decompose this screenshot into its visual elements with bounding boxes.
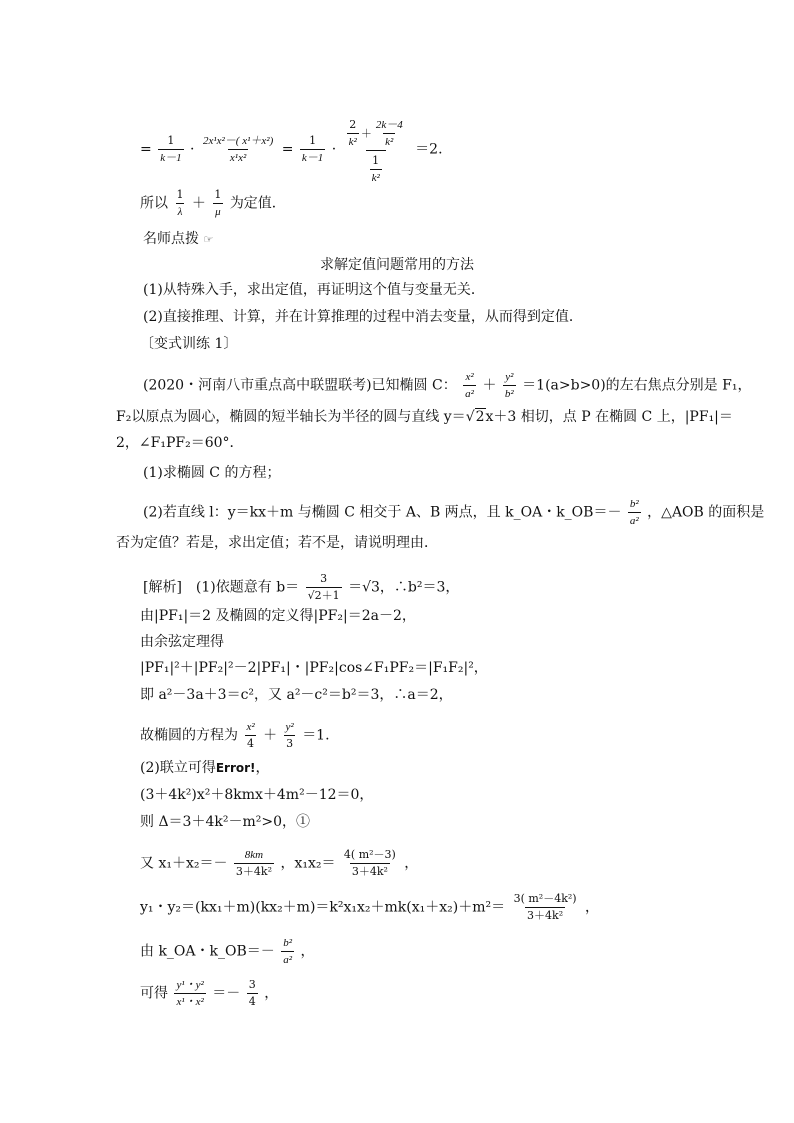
fraction	[174, 978, 205, 1009]
text: =	[281, 141, 294, 158]
numerator: 1	[372, 154, 380, 167]
numerator: 3	[248, 978, 256, 991]
text: ＝－	[212, 985, 241, 1002]
section-label	[143, 230, 213, 249]
denominator	[366, 150, 386, 185]
text: 所以	[140, 195, 168, 212]
text: 名师点拨	[143, 231, 199, 247]
denominator: a²	[463, 385, 476, 401]
denominator: k－1	[300, 149, 325, 165]
fraction	[281, 936, 294, 967]
text: ·	[331, 141, 337, 158]
text: (1)求椭圆 C 的方程；	[143, 465, 281, 481]
text: ＋	[191, 195, 206, 212]
denominator: λ	[176, 203, 185, 219]
text: ＋	[263, 727, 278, 744]
text: y₁・y₂＝(kx₁＋m)(kx₂＋m)＝k²x₁x₂＋mk(x₁＋x₂)＋m²＝	[140, 899, 506, 916]
text: ＝1.	[302, 727, 330, 744]
text: ＋	[360, 126, 372, 140]
denominator: 3＋4k²	[527, 909, 564, 922]
text-line-23	[140, 848, 418, 879]
numerator: x²	[246, 721, 255, 733]
text: ＋	[482, 377, 497, 394]
numerator	[343, 118, 409, 150]
text: 2，∠F₁PF₂＝60°．	[116, 435, 244, 451]
fraction	[201, 134, 275, 165]
text: [解析] (1)依题意有 b＝	[143, 579, 300, 596]
numerator: 8km	[244, 849, 264, 861]
text: 可得	[140, 985, 168, 1002]
fraction	[347, 118, 359, 149]
numerator: 1	[176, 188, 184, 201]
text-line-11	[143, 464, 280, 482]
fraction	[306, 572, 342, 603]
text: (2020・河南八市重点高中联盟联考)已知椭圆 C：	[143, 377, 457, 394]
denominator: μ	[213, 203, 223, 219]
text-line-26	[140, 978, 278, 1009]
numerator: x²	[465, 371, 474, 383]
text: =	[140, 141, 152, 158]
section-title	[0, 256, 794, 274]
text-line-19	[140, 720, 330, 751]
error-text: Error!	[215, 761, 256, 775]
sqrt-radicand: 2	[475, 409, 485, 425]
fraction	[503, 370, 516, 401]
fraction	[234, 848, 274, 879]
text: x＋3 相切，点 P 在椭圆 C 上，|PF₁|＝	[485, 409, 733, 425]
text-line-5	[143, 281, 485, 299]
text: 由|PF₁|＝2 及椭圆的定义得|PF₂|＝2a－2，	[140, 608, 416, 624]
text: ，△AOB 的面积是	[647, 504, 765, 521]
text: ，	[404, 855, 419, 872]
fraction	[463, 370, 476, 401]
text: ，x₁x₂＝	[280, 855, 336, 872]
fraction	[300, 134, 325, 165]
compound-fraction	[343, 118, 409, 185]
fraction	[628, 497, 641, 528]
text: ＝2.	[415, 141, 443, 158]
text-line-22	[140, 813, 310, 831]
denominator: 3	[286, 737, 294, 750]
text: ·	[190, 141, 195, 158]
text: 又 x₁＋x₂＝－	[140, 855, 228, 872]
text: 由余弦定理得	[140, 634, 224, 650]
text: 为定值．	[229, 195, 286, 212]
text: F₂以原点为圆心，椭圆的短半轴长为半径的圆与直线 y＝	[116, 409, 466, 425]
denominator: k²	[347, 133, 359, 149]
denominator: 3＋4k²	[351, 865, 388, 878]
denominator: 3＋4k²	[235, 865, 272, 878]
denominator: k－1	[158, 149, 183, 165]
text-line-16	[140, 633, 224, 651]
text: ＝√3，∴b²＝3，	[348, 579, 460, 596]
text: (1)从特殊入手，求出定值，再证明这个值与变量无关．	[143, 282, 485, 298]
numerator: 2x¹x²－( x¹＋x²)	[202, 135, 274, 147]
fraction	[342, 848, 398, 879]
numerator: 1	[309, 134, 317, 147]
text: ，	[300, 943, 315, 960]
numerator: 4( m²－3)	[343, 848, 396, 861]
fraction	[284, 720, 296, 751]
text: 求解定值问题常用的方法	[320, 257, 474, 273]
numerator: 3	[320, 572, 328, 585]
numerator: y²	[285, 721, 294, 733]
text: ，	[264, 985, 279, 1002]
fraction	[247, 978, 258, 1009]
text: 故椭圆的方程为	[140, 727, 238, 744]
fraction	[374, 118, 405, 149]
text-line-8	[143, 370, 751, 401]
text: (2)直接推理、计算，并在计算推理的过程中消去变量，从而得到定值．	[143, 309, 583, 325]
text: 即 a²－3a＋3＝c²，又 a²－c²＝b²＝3，∴a＝2，	[140, 687, 453, 703]
fraction	[212, 188, 223, 219]
numerator: 1	[167, 134, 175, 147]
denominator: √2＋1	[307, 589, 340, 602]
text: (2)联立可得	[140, 760, 216, 776]
denominator: x¹・x²	[174, 993, 205, 1009]
denominator: k²	[370, 169, 382, 185]
fraction	[512, 892, 579, 923]
fraction	[158, 134, 183, 165]
text-line-15	[140, 607, 416, 625]
text-line-6	[143, 308, 583, 326]
text: (2)若直线 l：y＝kx＋m 与椭圆 C 相交于 A、B 两点，且 k_OA・k_OB＝－	[143, 504, 622, 521]
text-line-7	[140, 335, 237, 353]
fraction	[244, 720, 256, 751]
text-line-12	[143, 497, 764, 528]
text: 则 Δ＝3＋4k²－m²>0，①	[140, 814, 310, 830]
text: ，	[255, 760, 270, 776]
text-line-9	[116, 408, 733, 426]
denominator: 4	[248, 995, 256, 1008]
denominator: a²	[628, 512, 641, 528]
text-line-14	[143, 572, 459, 603]
text-line-20	[140, 759, 270, 777]
pointing-hand-icon: ☞	[203, 233, 214, 246]
text-line-13	[116, 534, 438, 552]
numerator: b²	[283, 937, 293, 949]
denominator: x¹x²	[228, 149, 248, 165]
text-line-17	[140, 659, 488, 677]
text: 〔变式训练 1〕	[140, 336, 238, 352]
equation-line-1	[140, 116, 443, 183]
fraction	[370, 154, 382, 185]
sqrt-symbol: √	[465, 409, 475, 425]
text: (3＋4k²)x²＋8kmx＋4m²－12＝0，	[140, 787, 374, 803]
text: 否为定值？若是，求出定值；若不是，请说明理由．	[116, 535, 438, 551]
denominator: k²	[383, 133, 395, 149]
fraction	[174, 188, 185, 219]
text: 由 k_OA・k_OB＝－	[140, 943, 275, 960]
text-line-25	[140, 936, 315, 967]
numerator: y¹・y²	[176, 979, 204, 991]
denominator: a²	[281, 951, 294, 967]
text-line-24	[140, 892, 599, 923]
text-line-21	[140, 786, 373, 804]
numerator: 2k－4	[375, 119, 403, 131]
text: ，	[585, 899, 600, 916]
numerator: b²	[629, 498, 639, 510]
denominator: 4	[247, 737, 255, 750]
text-line-10	[116, 434, 244, 452]
numerator: y²	[505, 371, 514, 383]
text-line-18	[140, 686, 453, 704]
numerator: 2	[349, 118, 357, 131]
denominator: b²	[503, 385, 516, 401]
text-line-2	[140, 188, 286, 219]
text: |PF₁|²＋|PF₂|²－2|PF₁|・|PF₂|cos∠F₁PF₂＝|F₁F₂|²，	[140, 660, 488, 676]
text: ＝1(a>b>0)的左右焦点分别是 F₁，	[522, 377, 752, 394]
numerator: 1	[214, 188, 222, 201]
numerator: 3( m²－4k²)	[513, 892, 577, 905]
